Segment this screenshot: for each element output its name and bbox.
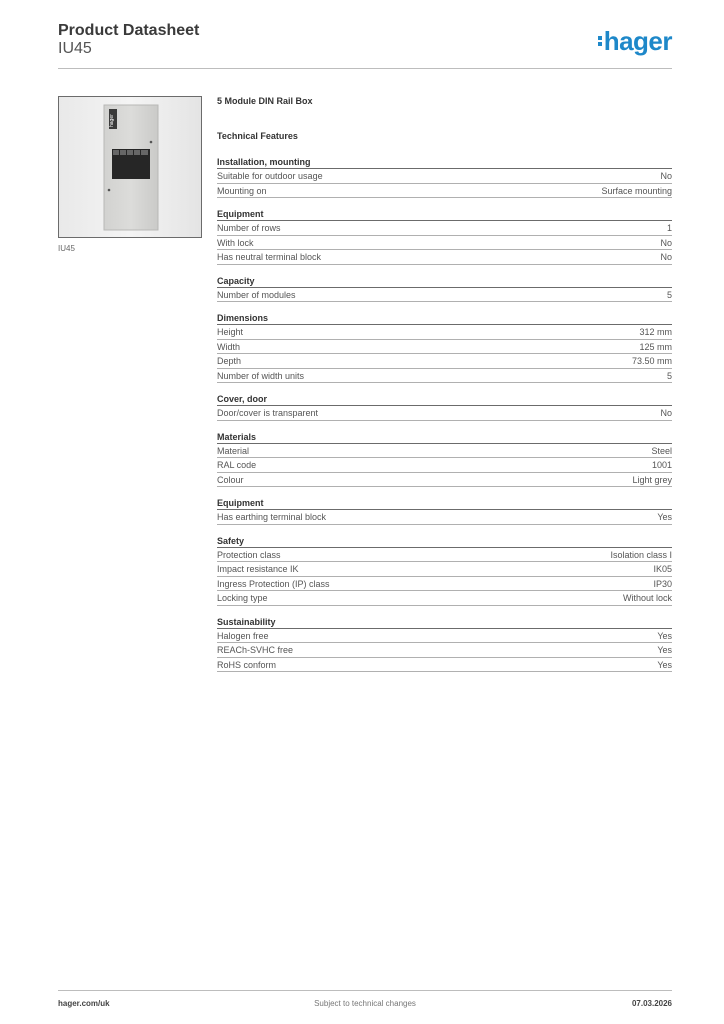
- feature-section: [217, 496, 672, 525]
- page-footer: [58, 990, 672, 1014]
- feature-label: Width: [217, 341, 241, 352]
- feature-row: [217, 369, 672, 384]
- feature-row: [217, 444, 672, 459]
- feature-value: No: [660, 408, 672, 418]
- feature-section: [217, 430, 672, 488]
- section-title: Equipment: [217, 207, 672, 221]
- product-name: 5 Module DIN Rail Box: [217, 96, 313, 106]
- feature-value: Without lock: [622, 593, 672, 603]
- hager-logo: [598, 28, 672, 54]
- feature-label: Depth: [217, 356, 242, 366]
- feature-row: [217, 510, 672, 525]
- feature-value: 5: [666, 370, 672, 381]
- feature-label: Suitable for outdoor usage: [217, 171, 323, 181]
- feature-row: [217, 288, 672, 303]
- feature-section: [217, 207, 672, 265]
- image-caption: IU45: [58, 244, 75, 253]
- feature-value: Yes: [657, 645, 672, 655]
- feature-row: [217, 562, 672, 577]
- logo-wordmark: hager: [603, 26, 672, 56]
- feature-label: Number of width units: [217, 370, 305, 381]
- feature-value: Yes: [657, 630, 672, 641]
- feature-label: Locking type: [217, 593, 268, 603]
- feature-row: [217, 458, 672, 473]
- feature-row: [217, 169, 672, 184]
- feature-label: Colour: [217, 474, 244, 485]
- feature-label: Number of rows: [217, 223, 281, 233]
- feature-label: Has earthing terminal block: [217, 512, 327, 522]
- feature-value: 73.50 mm: [631, 356, 672, 366]
- feature-label: Impact resistance IK: [217, 564, 299, 574]
- feature-value: 125 mm: [639, 341, 672, 352]
- footer-notice: Subject to technical changes: [314, 999, 416, 1008]
- feature-row: [217, 591, 672, 606]
- feature-row: [217, 577, 672, 592]
- feature-section: [217, 392, 672, 421]
- section-title: Installation, mounting: [217, 155, 672, 169]
- feature-value: Light grey: [632, 474, 672, 485]
- feature-label: Protection class: [217, 549, 281, 560]
- feature-section: [217, 615, 672, 673]
- feature-sections: [217, 155, 672, 672]
- section-title: Materials: [217, 430, 672, 444]
- feature-label: REACh-SVHC free: [217, 645, 294, 655]
- section-title: Safety: [217, 534, 672, 548]
- feature-value: Isolation class I: [610, 549, 672, 560]
- feature-label: RoHS conform: [217, 659, 277, 670]
- feature-row: [217, 629, 672, 644]
- feature-value: 5: [666, 289, 672, 300]
- consumer-unit-illustration: [59, 97, 201, 237]
- feature-value: IP30: [653, 578, 672, 589]
- feature-row: [217, 548, 672, 563]
- document-subtitle: IU45: [58, 40, 92, 57]
- feature-section: [217, 534, 672, 606]
- product-image: [58, 96, 202, 238]
- feature-label: Has neutral terminal block: [217, 252, 322, 262]
- feature-row: [217, 236, 672, 251]
- feature-value: Steel: [651, 445, 672, 456]
- feature-value: Yes: [657, 659, 672, 670]
- feature-row: [217, 643, 672, 658]
- feature-value: Yes: [657, 512, 672, 522]
- section-title: Dimensions: [217, 311, 672, 325]
- feature-row: [217, 221, 672, 236]
- section-title: Equipment: [217, 496, 672, 510]
- feature-label: Halogen free: [217, 630, 269, 641]
- feature-row: [217, 473, 672, 488]
- logo-dots-icon: [598, 34, 602, 48]
- feature-row: [217, 340, 672, 355]
- feature-label: Number of modules: [217, 289, 296, 300]
- feature-value: 1001: [651, 460, 672, 470]
- footer-date: 07.03.2026: [631, 999, 672, 1008]
- feature-row: [217, 184, 672, 199]
- feature-value: IK05: [653, 564, 672, 574]
- feature-row: [217, 250, 672, 265]
- feature-label: Material: [217, 445, 250, 456]
- technical-content: [217, 96, 672, 681]
- feature-label: With lock: [217, 237, 254, 248]
- feature-value: No: [660, 252, 672, 262]
- page-header: [58, 22, 672, 69]
- feature-row: [217, 406, 672, 421]
- section-title: Cover, door: [217, 392, 672, 406]
- feature-value: Surface mounting: [601, 185, 672, 196]
- box-logo-text: hager: [109, 114, 115, 127]
- feature-label: RAL code: [217, 460, 257, 470]
- feature-label: Ingress Protection (IP) class: [217, 578, 330, 589]
- feature-value: No: [660, 171, 672, 181]
- feature-value: No: [660, 237, 672, 248]
- feature-row: [217, 658, 672, 673]
- feature-label: Mounting on: [217, 185, 267, 196]
- technical-features-heading: Technical Features: [217, 131, 298, 141]
- feature-label: Height: [217, 327, 244, 337]
- feature-row: [217, 354, 672, 369]
- feature-row: [217, 325, 672, 340]
- feature-value: 312 mm: [639, 327, 672, 337]
- document-title: Product Datasheet: [58, 22, 200, 39]
- feature-section: [217, 155, 672, 198]
- feature-value: 1: [666, 223, 672, 233]
- feature-label: Door/cover is transparent: [217, 408, 319, 418]
- section-title: Capacity: [217, 274, 672, 288]
- feature-section: [217, 311, 672, 383]
- footer-website-link[interactable]: hager.com/uk: [58, 999, 110, 1008]
- feature-section: [217, 274, 672, 303]
- section-title: Sustainability: [217, 615, 672, 629]
